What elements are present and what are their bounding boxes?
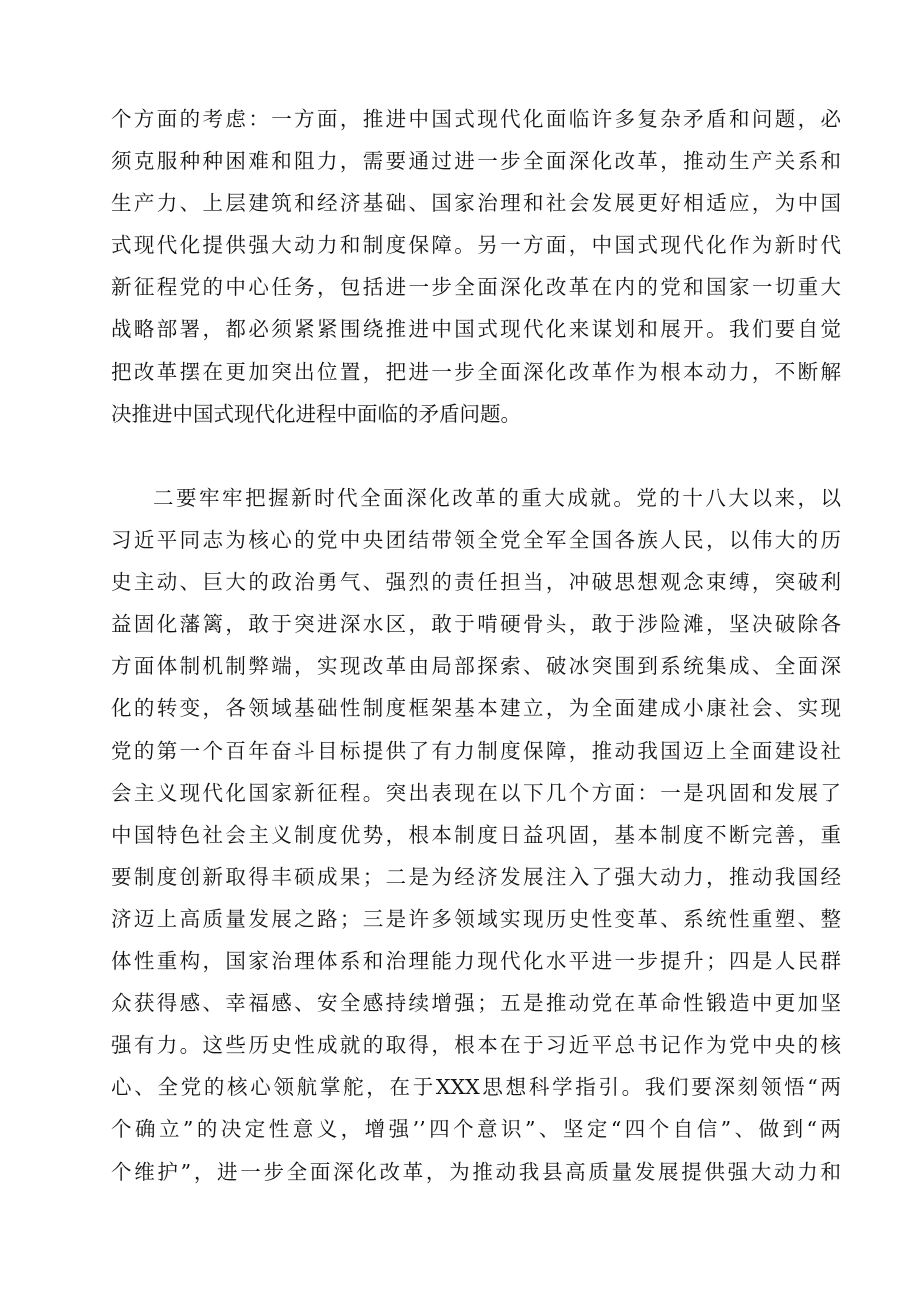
paragraph-1 [111,98,841,435]
paragraph-line: 强有力。这些历史性成就的取得，根本在于习近平总书记作为党中央的核 [111,1033,841,1058]
paragraph-2 [111,477,841,1193]
paragraph-line: 个维护”，进一步全面深化改革，为推动我县高质量发展提供强大动力和 [111,1159,841,1184]
paragraph-line: 心、全党的核心领航掌舵，在于XXX思想科学指引。我们要深刻领悟“两 [111,1075,841,1100]
paragraph-line: 把改革摆在更加突出位置，把进一步全面深化改革作为根本动力，不断解 [111,359,841,384]
paragraph-line: 方面体制机制弊端，实现改革由局部探索、破冰突围到系统集成、全面深 [111,654,841,679]
paragraph-line: 众获得感、幸福感、安全感持续增强；五是推动党在革命性锻造中更加坚 [111,991,841,1016]
paragraph-line: 个确立”的决定性意义，增强’’四个意识”、坚定“四个自信”、做到“两 [111,1117,841,1142]
paragraph-line: 党的第一个百年奋斗目标提供了有力制度保障，推动我国迈上全面建设社 [111,738,841,763]
paragraph-line: 会主义现代化国家新征程。突出表现在以下几个方面：一是巩固和发展了 [111,780,841,805]
paragraph-line: 战略部署，都必须紧紧围绕推进中国式现代化来谋划和展开。我们要自觉 [111,317,841,342]
paragraph-line: 须克服种种困难和阻力，需要通过进一步全面深化改革，推动生产关系和 [111,149,841,174]
paragraph-line: 史主动、巨大的政治勇气、强烈的责任担当，冲破思想观念束缚，突破利 [111,570,841,595]
paragraph-line: 新征程党的中心任务，包括进一步全面深化改革在内的党和国家一切重大 [111,275,841,300]
paragraph-line: 体性重构，国家治理体系和治理能力现代化水平进一步提升；四是人民群 [111,949,841,974]
paragraph-line: 生产力、上层建筑和经济基础、国家治理和社会发展更好相适应，为中国 [111,191,841,216]
paragraph-line: 习近平同志为核心的党中央团结带领全党全军全国各族人民，以伟大的历 [111,528,841,553]
paragraph-line: 个方面的考虑：一方面，推进中国式现代化面临许多复杂矛盾和问题，必 [111,107,841,131]
paragraph-line: 要制度创新取得丰硕成果；二是为经济发展注入了强大动力，推动我国经 [111,864,841,889]
paragraph-line: 化的转变，各领域基础性制度框架基本建立，为全面建成小康社会、实现 [111,696,841,721]
paragraph-line: 决推进中国式现代化进程中面临的矛盾问题。 [111,401,521,426]
paragraph-line: 二要牢牢把握新时代全面深化改革的重大成就。党的十八大以来，以 [153,486,841,510]
paragraph-line: 济迈上高质量发展之路；三是许多领域实现历史性变革、系统性重塑、整 [111,906,841,931]
paragraph-line: 益固化藩篱，敢于突进深水区，敢于啃硬骨头，敢于涉险滩，坚决破除各 [111,612,841,637]
paragraph-line: 式现代化提供强大动力和制度保障。另一方面，中国式现代化作为新时代 [111,233,841,258]
paragraph-line: 中国特色社会主义制度优势，根本制度日益巩固，基本制度不断完善，重 [111,822,841,847]
